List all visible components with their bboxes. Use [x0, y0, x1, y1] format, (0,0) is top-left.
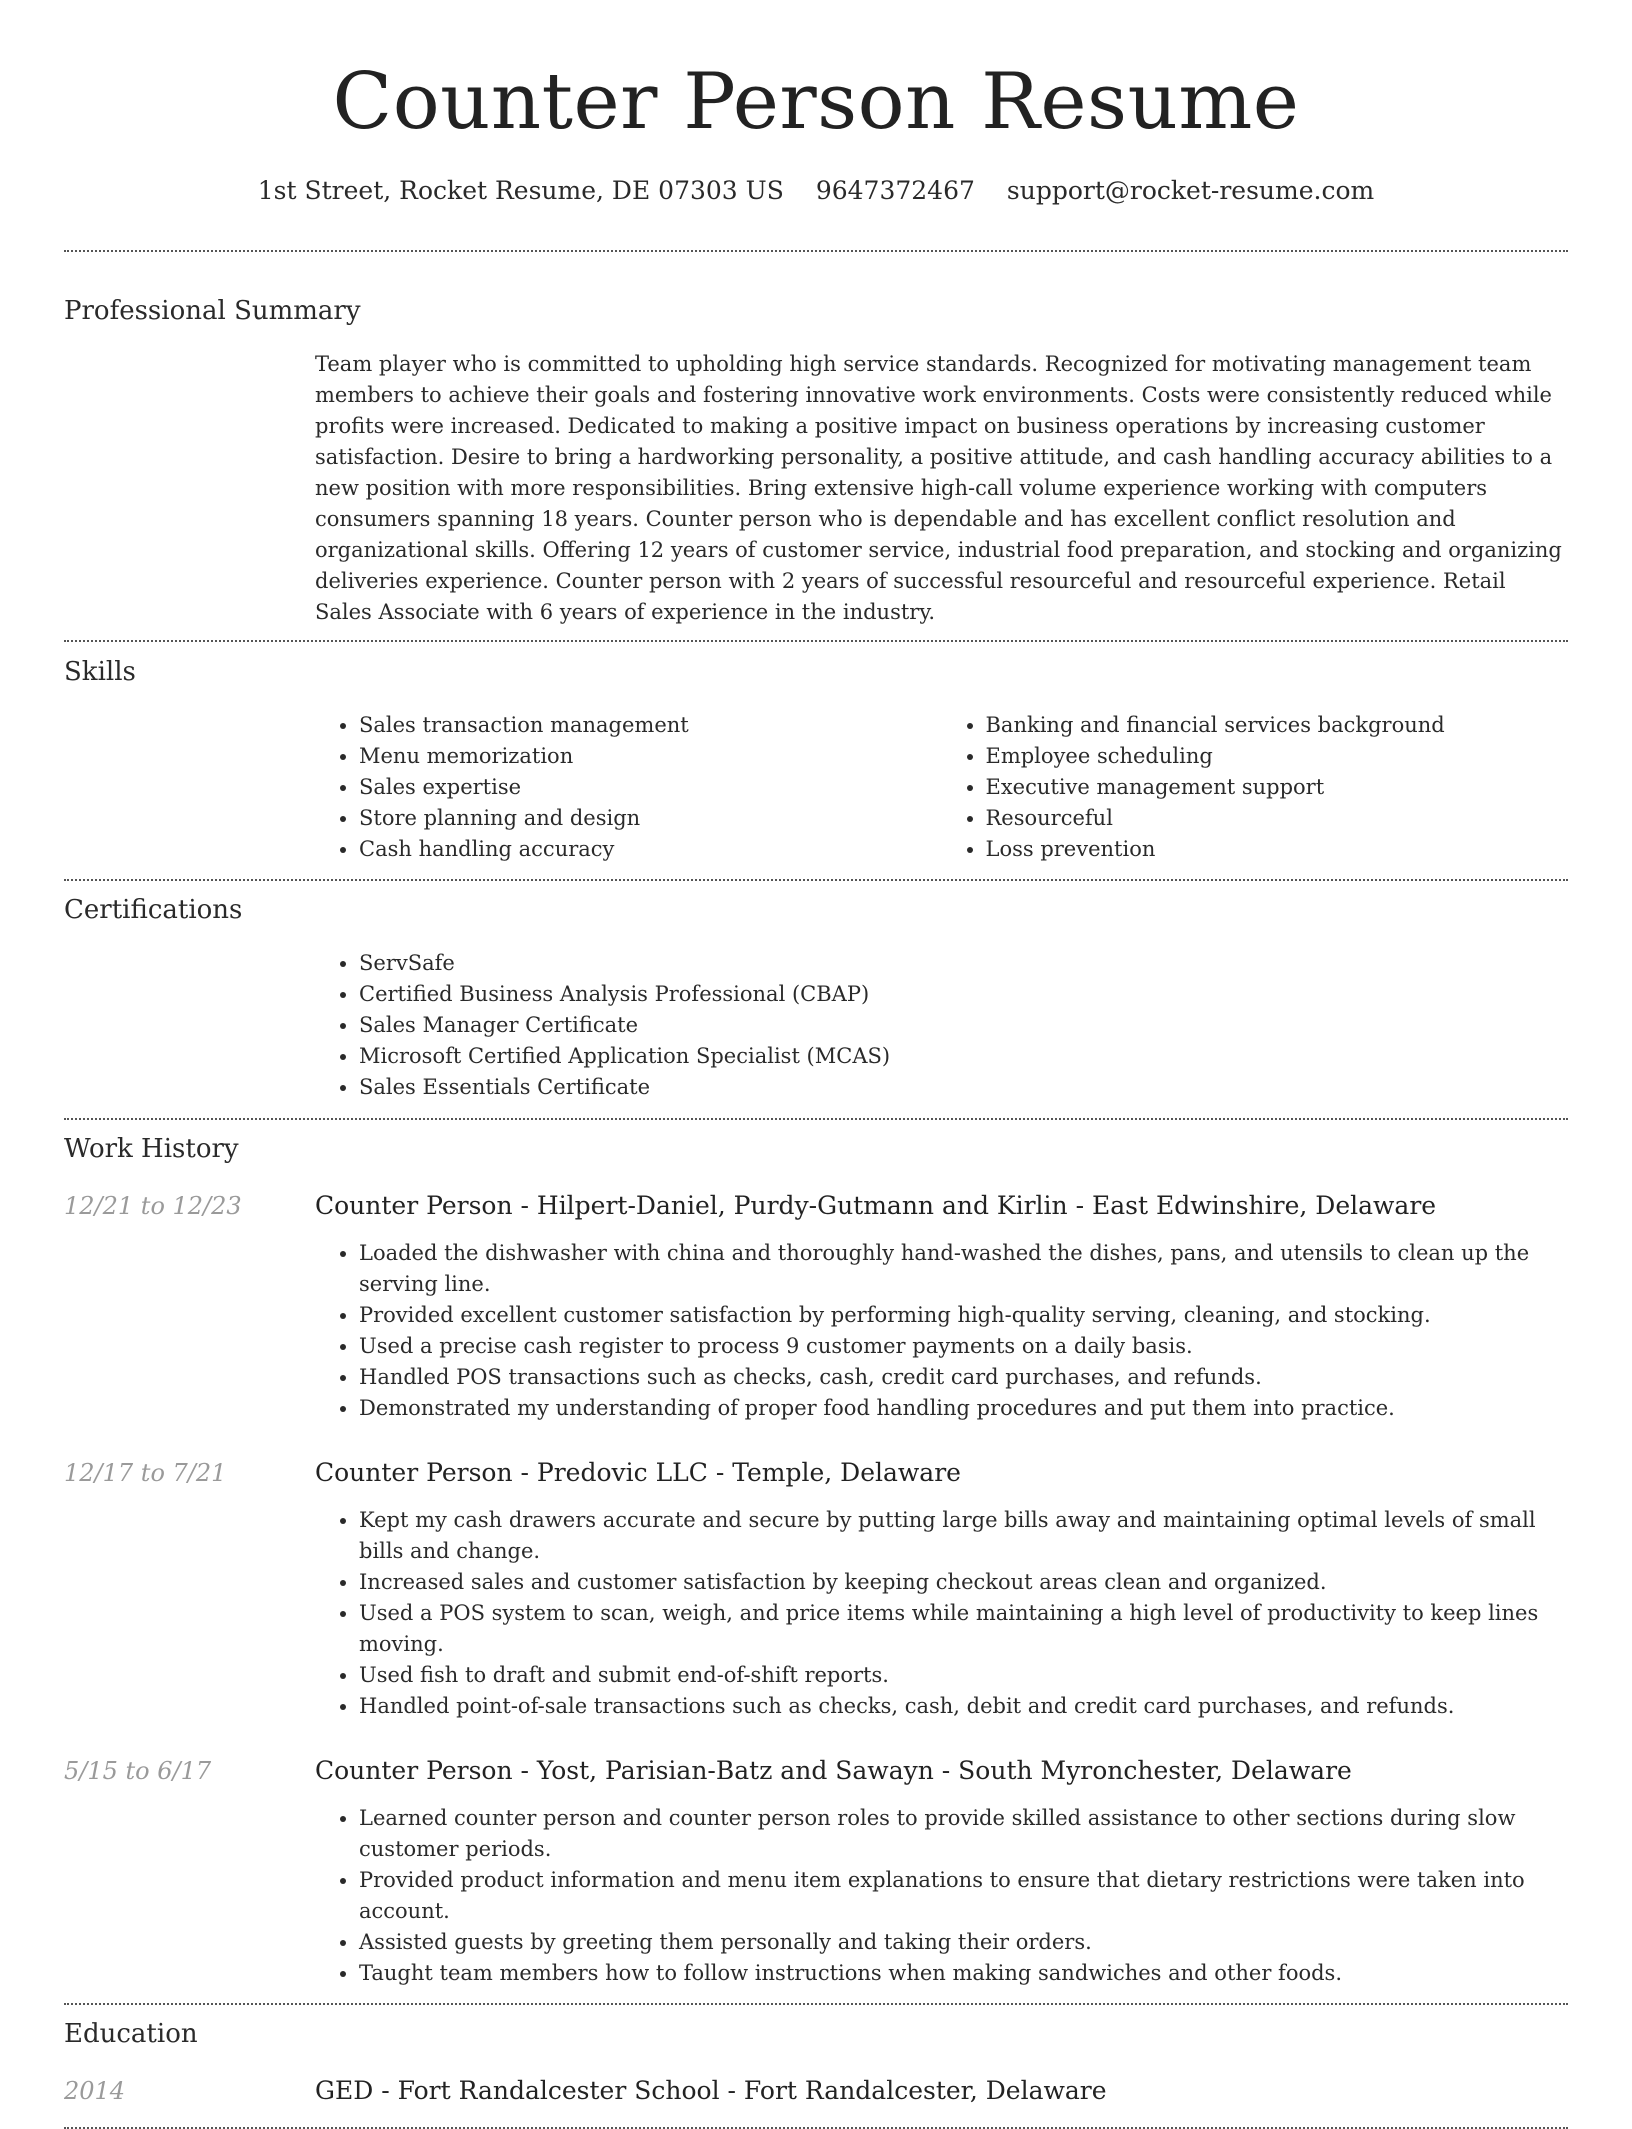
education-heading: Education: [64, 2019, 198, 2049]
page-title: Counter Person Resume: [332, 57, 1300, 147]
skill-item: • Banking and financial services background: [986, 710, 1569, 741]
job-details: [315, 1505, 1568, 1722]
job-details: [315, 1803, 1568, 1989]
certifications-section: [64, 894, 1568, 1103]
work-section: [64, 1133, 1568, 1989]
divider: [64, 250, 1568, 252]
job-bullet: • Used a POS system to scan, weigh, and price items while maintaining a high level of productivity to keep lines moving.: [359, 1598, 1568, 1660]
job-bullet: • Demonstrated my understanding of proper food handling procedures and put them into practice.: [359, 1393, 1568, 1424]
job-details: [315, 1238, 1568, 1424]
divider: [64, 2003, 1568, 2005]
skill-item: • Cash handling accuracy: [359, 834, 942, 865]
job-bullet: • Used a precise cash register to process 9 customer payments on a daily basis.: [359, 1331, 1568, 1362]
certification-item: • ServSafe: [359, 948, 1568, 979]
education-title: GED - Fort Randalcester School - Fort Randalcester, Delaware: [315, 2076, 1107, 2105]
job-entry: [64, 1755, 1568, 1989]
skill-item: • Menu memorization: [359, 741, 942, 772]
education-dates: 2014: [64, 2077, 126, 2105]
certifications-body: [315, 948, 1568, 1103]
summary-text: Team player who is committed to upholding high service standards. Recognized for motivating management team members to achieve their goals and fostering innovative work environments. Costs were consistently reduced while profits were increased. Dedicated to making a positive impact on business operations by increasing customer satisfaction. Desire to bring a hardworking personality, a positive attitude, and cash handling accuracy abilities to a new position with more responsibilities. Bring extensive high-call volume experience working with computers consumers spanning 18 years. Counter person who is dependable and has excellent conflict resolution and organizational skills. Offering 12 years of customer service, industrial food preparation, and stocking and organizing deliveries experience. Counter person with 2 years of successful resourceful and resourceful experience. Retail Sales Associate with 6 years of experience in the industry.: [315, 352, 1562, 624]
certifications-list: [315, 948, 1568, 1103]
summary-body: [315, 349, 1568, 628]
work-heading: Work History: [64, 1134, 239, 1164]
job-bullet: • Handled point-of-sale transactions such as checks, cash, debit and credit card purchases, and refunds.: [359, 1691, 1568, 1722]
certification-item: • Microsoft Certified Application Specialist (MCAS): [359, 1041, 1568, 1072]
job-title: Counter Person - Yost, Parisian-Batz and Sawayn - South Myronchester, Delaware: [315, 1756, 1352, 1785]
divider: [64, 640, 1568, 642]
job-dates: 12/21 to 12/23: [64, 1192, 242, 1220]
job-bullet: • Handled POS transactions such as checks, cash, credit card purchases, and refunds.: [359, 1362, 1568, 1393]
job-bullet: • Learned counter person and counter person roles to provide skilled assistance to other sections during slow customer periods.: [359, 1803, 1568, 1865]
job-title: Counter Person - Hilpert-Daniel, Purdy-Gutmann and Kirlin - East Edwinshire, Delaware: [315, 1191, 1437, 1220]
skill-item: • Store planning and design: [359, 803, 942, 834]
skill-item: • Sales transaction management: [359, 710, 942, 741]
job-bullets: [315, 1238, 1568, 1424]
contact-phone: 9647372467: [815, 176, 975, 205]
job-bullet: • Kept my cash drawers accurate and secure by putting large bills away and maintaining optimal levels of small bills and change.: [359, 1505, 1568, 1567]
skill-item: • Loss prevention: [986, 834, 1569, 865]
job-bullet: • Used fish to draft and submit end-of-shift reports.: [359, 1660, 1568, 1691]
education-entry: [64, 2075, 1568, 2107]
divider: [64, 1118, 1568, 1120]
skill-item: • Sales expertise: [359, 772, 942, 803]
skills-section: [64, 656, 1568, 865]
job-bullet: • Provided product information and menu item explanations to ensure that dietary restrictions were taken into account.: [359, 1865, 1568, 1927]
divider: [64, 879, 1568, 881]
job-entry: [64, 1190, 1568, 1424]
job-dates: 12/17 to 7/21: [64, 1459, 227, 1487]
skills-list-left: [315, 710, 942, 865]
job-bullet: • Assisted guests by greeting them personally and taking their orders.: [359, 1927, 1568, 1958]
job-bullet: • Provided excellent customer satisfaction by performing high-quality serving, cleaning, and stocking.: [359, 1300, 1568, 1331]
job-title: Counter Person - Predovic LLC - Temple, Delaware: [315, 1458, 961, 1487]
job-bullet: • Increased sales and customer satisfaction by keeping checkout areas clean and organized.: [359, 1567, 1568, 1598]
contact-address: 1st Street, Rocket Resume, DE 07303 US: [257, 176, 784, 205]
contact-email: support@rocket-resume.com: [1006, 176, 1375, 205]
job-dates: 5/15 to 6/17: [64, 1757, 212, 1785]
job-bullets: [315, 1505, 1568, 1722]
summary-section: [64, 295, 1568, 628]
resume-page: [64, 0, 1568, 2129]
skills-grid: [315, 710, 1568, 865]
skills-list-right: [942, 710, 1569, 865]
summary-heading: Professional Summary: [64, 296, 361, 326]
certifications-heading: Certifications: [64, 895, 243, 925]
skill-item: • Employee scheduling: [986, 741, 1569, 772]
contact-line: [64, 176, 1568, 206]
job-entry: [64, 1457, 1568, 1722]
job-bullets: [315, 1803, 1568, 1989]
education-section: [64, 2018, 1568, 2107]
certification-item: • Sales Manager Certificate: [359, 1010, 1568, 1041]
certification-item: • Certified Business Analysis Professional (CBAP): [359, 979, 1568, 1010]
job-bullet: • Taught team members how to follow instructions when making sandwiches and other foods.: [359, 1958, 1568, 1989]
job-bullet: • Loaded the dishwasher with china and thoroughly hand-washed the dishes, pans, and utensils to clean up the serving line.: [359, 1238, 1568, 1300]
skills-heading: Skills: [64, 657, 136, 687]
skill-item: • Executive management support: [986, 772, 1569, 803]
skill-item: • Resourceful: [986, 803, 1569, 834]
certification-item: • Sales Essentials Certificate: [359, 1072, 1568, 1103]
